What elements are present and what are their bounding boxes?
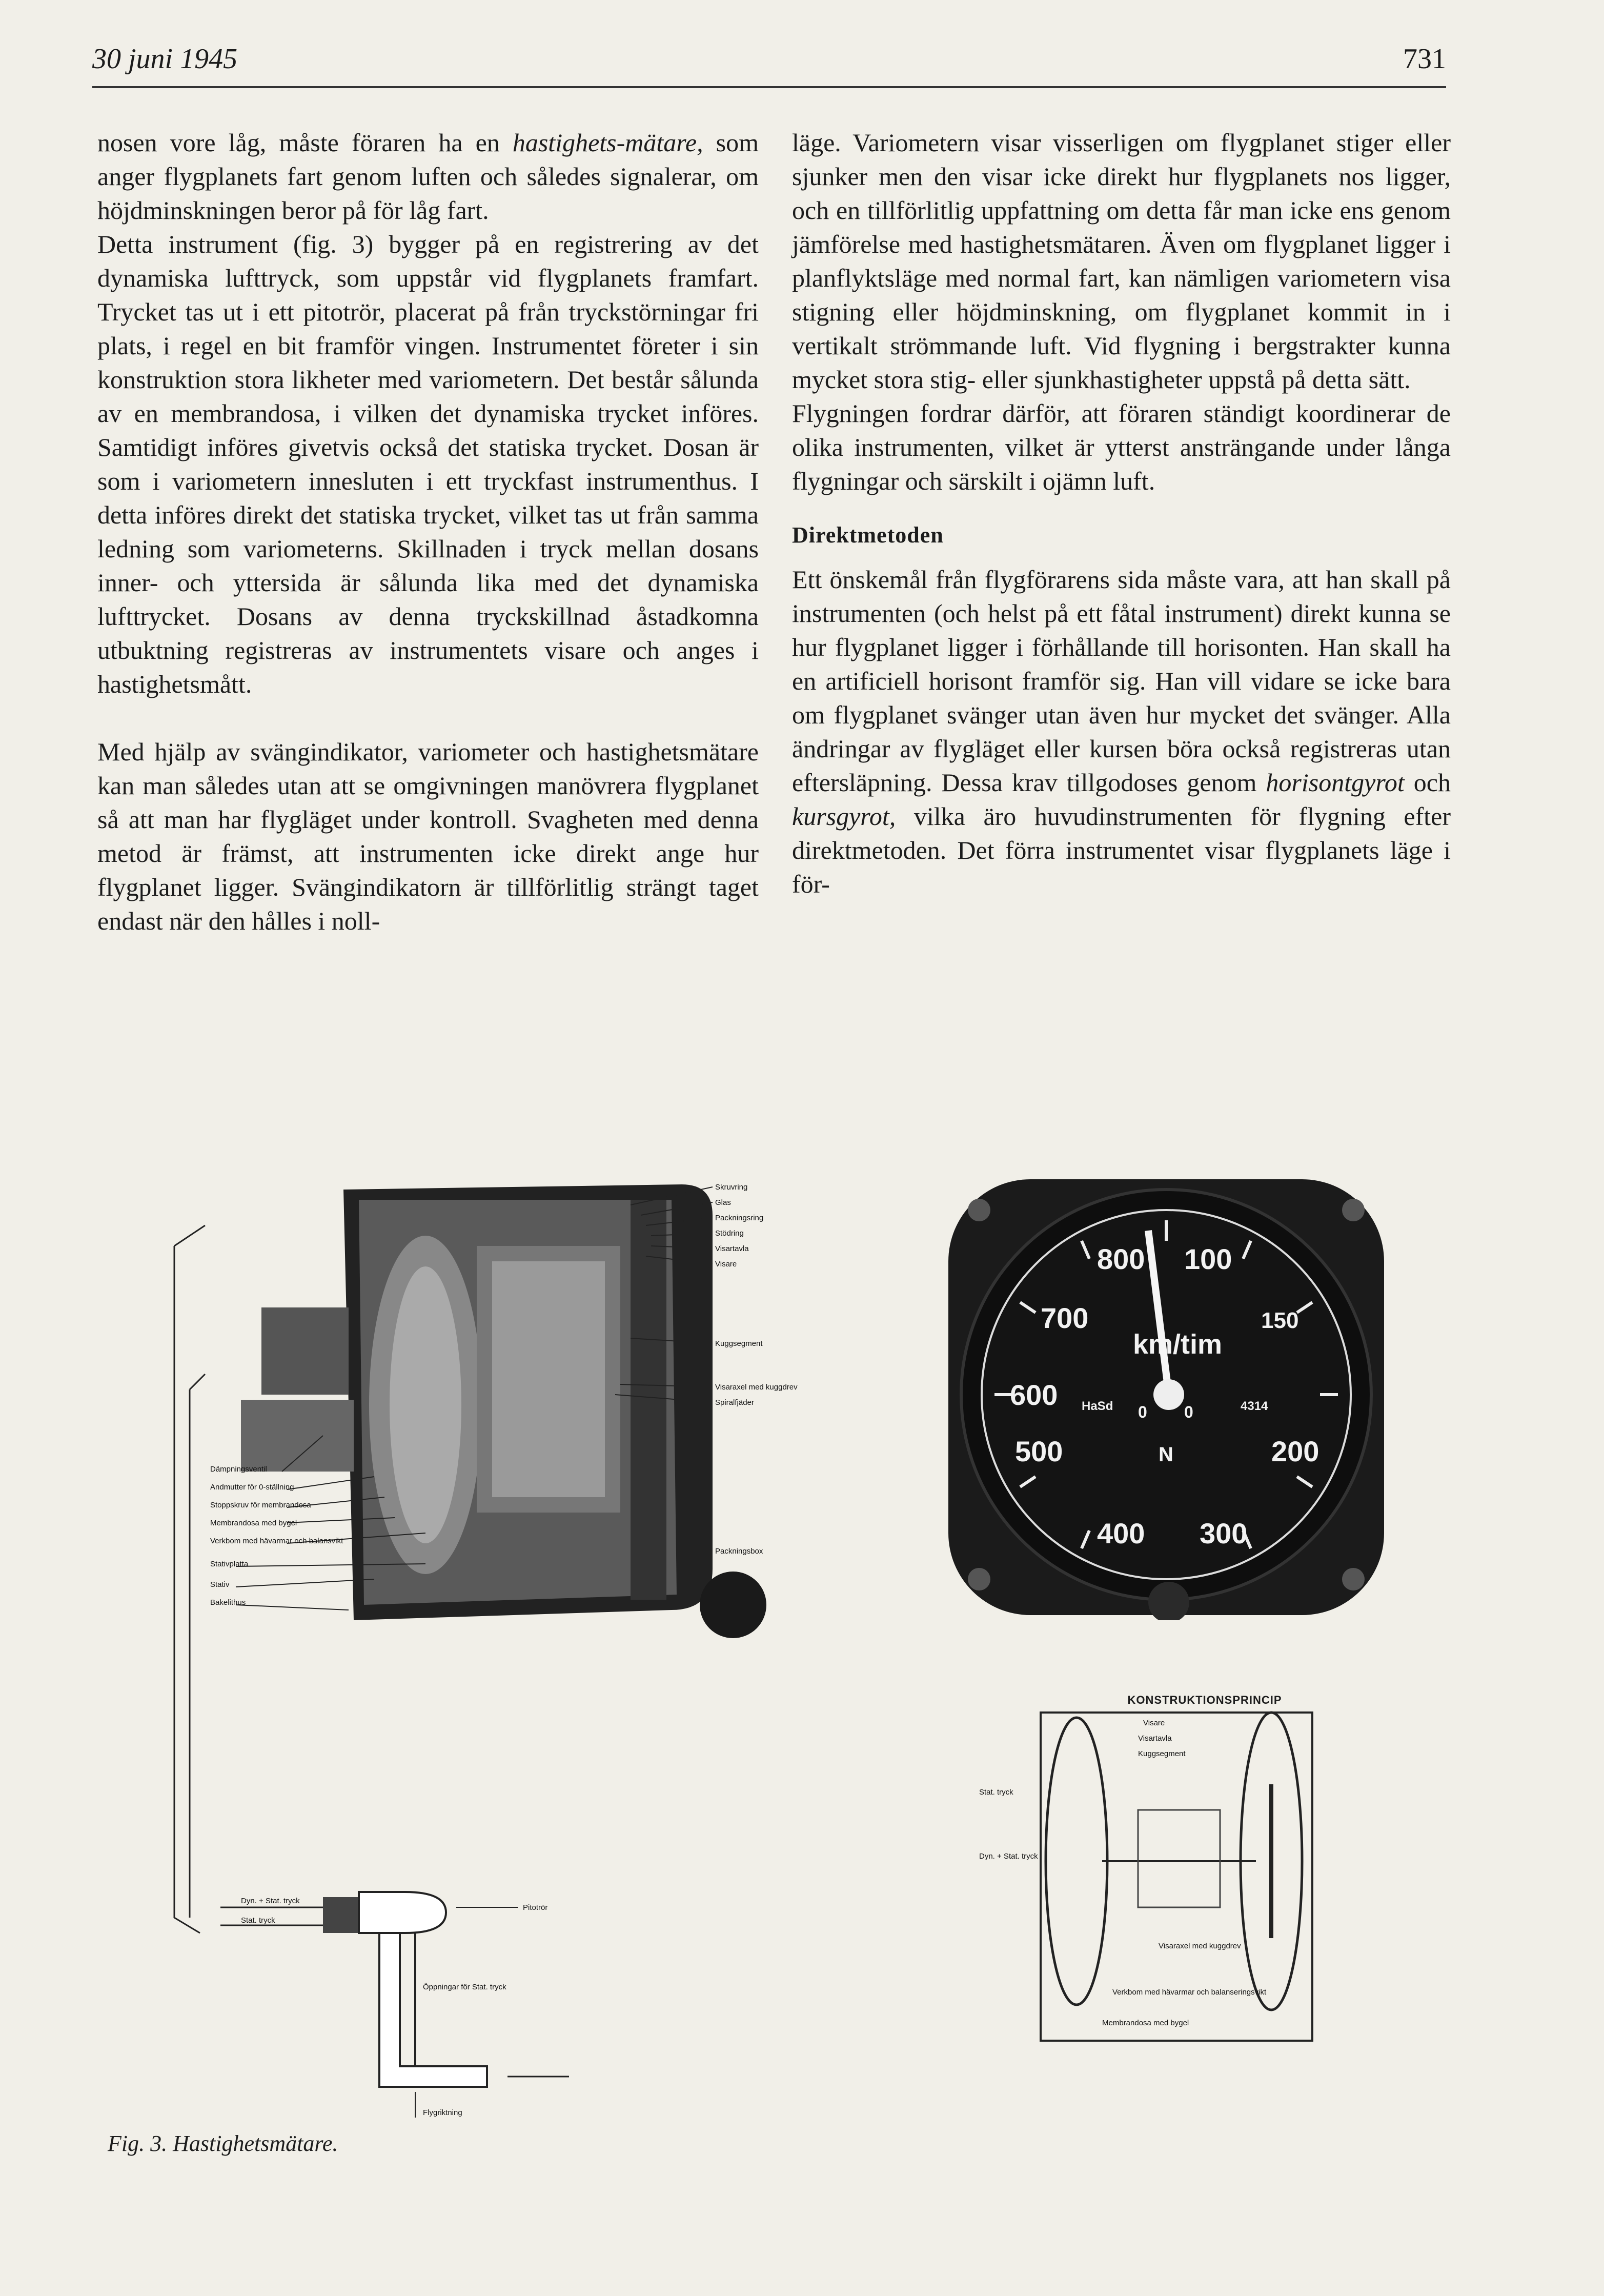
page-header <box>92 33 1446 85</box>
label: Verkbom med hävarmar och balansvikt <box>210 1537 343 1545</box>
mechanism-frame <box>492 1261 605 1497</box>
paragraph: Med hjälp av svängindikator, variometer och hastighetsmätare kan man således utan att se omgivningen manövrera flygplanet så att man har flygläget under kontroll. Svagheten med denna metod är främst, att instrumenten icke direkt ange hur flygplanet ligger. Svängindikatorn är tillförlitlig strängt taget endast när den hålles i noll- <box>97 737 759 935</box>
paragraph <box>97 126 759 227</box>
maker-label: HaSd <box>1082 1399 1113 1413</box>
label: Andmutter för 0-ställning <box>210 1483 294 1492</box>
tick-500: 500 <box>1015 1435 1063 1467</box>
text: som anger flygplanets fart genom luften och således signalerar, om höjdminskningen beror på för låg fart. <box>97 128 759 225</box>
tick-400: 400 <box>1097 1517 1145 1549</box>
mechanism <box>1138 1810 1220 1907</box>
mount-screw <box>968 1568 990 1590</box>
serial-label: 4314 <box>1241 1399 1268 1413</box>
label: Packningsbox <box>715 1547 763 1556</box>
paragraph: Flygningen fordrar därför, att föraren ständigt koordinerar de olika instrumenten, vilket är ytterst ansträngande under långa flygningar och särskilt i ojämn luft. <box>792 399 1451 495</box>
mount-screw <box>1342 1568 1365 1590</box>
principle-title: KONSTRUKTIONSPRINCIP <box>1127 1694 1282 1706</box>
label: Stat. tryck <box>979 1788 1013 1797</box>
flow-arrows <box>174 1272 190 1846</box>
membrane <box>1046 1718 1107 2005</box>
label: Visare <box>715 1260 737 1268</box>
connector-top <box>261 1307 349 1395</box>
text: vilka äro huvudinstrumenten för flygning efter direktmetoden. Det förra instrumentet visar flygplanets läge i för- <box>792 802 1451 898</box>
tick-200: 200 <box>1271 1435 1319 1467</box>
label: Stativplatta <box>210 1560 249 1568</box>
label: Glas <box>715 1198 731 1207</box>
label: Dämpningsventil <box>210 1465 267 1474</box>
right-column <box>792 126 1451 901</box>
dyn-stat-label: Dyn. + Stat. tryck <box>241 1897 300 1905</box>
membrane-capsule-inner <box>390 1266 461 1543</box>
paragraph: läge. Variometern visar visserligen om flygplanet stiger eller sjunker men den visar icke direkt hur flygplanets nos ligger, och en tillförlitlig uppfattning om detta får man icke ens genom jämförelse med hastighetsmätaren. Även om flygplanet ligger i planflyktsläge med normal fart, kan nämligen variometern visa stigning eller höjdminskning, om flygplanet kommit in i vertikalt strömmande luft. Vid flygning i bergstrakter kunna mycket stora stig- eller sjunkhastigheter uppstå på detta sätt. <box>792 128 1451 394</box>
label: Verkbom med hävarmar och balanseringsvikt <box>1112 1988 1267 1997</box>
pitot-tube <box>220 1892 569 2118</box>
section-heading: Direktmetoden <box>792 522 944 548</box>
label: Visartavla <box>1138 1734 1172 1743</box>
labels-left <box>210 1465 343 1607</box>
emphasis: horisontgyrot <box>1266 768 1405 797</box>
mount-screw <box>1342 1199 1365 1221</box>
label: Stativ <box>210 1580 230 1589</box>
paragraph <box>792 562 1451 901</box>
zero-mark: 0 <box>1184 1403 1193 1421</box>
label: Skruvring <box>715 1183 748 1192</box>
label: Bakelithus <box>210 1598 246 1607</box>
left-column <box>97 126 759 938</box>
spacer <box>97 701 759 735</box>
text: nosen vore låg, måste föraren ha en <box>97 128 513 157</box>
tick-600: 600 <box>1010 1379 1058 1411</box>
label: Kuggsegment <box>715 1339 763 1348</box>
text: och <box>1404 768 1451 797</box>
connector-bottom <box>241 1400 354 1472</box>
page-number: 731 <box>1403 43 1446 75</box>
label: Spiralfjäder <box>715 1398 754 1407</box>
tick-300: 300 <box>1200 1517 1248 1549</box>
tick-150: 150 <box>1261 1308 1299 1333</box>
label: Visaraxel med kuggdrev <box>1159 1942 1241 1950</box>
label: Visaraxel med kuggdrev <box>715 1383 798 1392</box>
mark-label: N <box>1159 1443 1173 1466</box>
flight-direction-label: Flygriktning <box>423 2108 462 2117</box>
paragraph: Detta instrument (fig. 3) bygger på en registrering av det dynamiska lufttryck, som uppstår vid flygplanets framfart. Trycket tas ut i ett pitotrör, placerat på från tryckstörningar fri plats, i regel en bit framför vingen. Instrumentet företer i sin konstruktion stora likheter med variometern. Det består sålunda av en membrandosa, i vilken det dynamiska trycket införes. Samtidigt införes givetvis också det statiska trycket. Dosan är som i variometern innesluten i ett tryckfast instrumenthus. I detta införes direkt det statiska trycket, vilket tas ut från samma ledning som variometerns. Skillnaden i tryck mellan dosans inner- och yttersida är sålunda lika med det dynamiska lufttrycket. Dosans av denna tryckskillnad åstadkomna utbuktning registreras av instrumentets visare och anges i hastighetsmått. <box>97 230 759 698</box>
emphasis: hastighets-mätare, <box>512 128 703 157</box>
header-rule <box>92 86 1446 88</box>
figure-caption: Fig. 3. Hastighetsmätare. <box>108 2131 338 2156</box>
stat-label: Stat. tryck <box>241 1916 275 1925</box>
label: Packningsring <box>715 1214 764 1222</box>
pitot-label: Pitotrör <box>523 1903 548 1912</box>
tick-700: 700 <box>1041 1302 1089 1334</box>
labels-right <box>715 1183 798 1556</box>
mount-screw <box>968 1199 990 1221</box>
emphasis: kursgyrot, <box>792 802 896 831</box>
label: Membrandosa med bygel <box>1102 2019 1189 2027</box>
tick-100: 100 <box>1184 1243 1232 1275</box>
label: Stödring <box>715 1229 744 1238</box>
label: Visare <box>1143 1719 1165 1727</box>
header-date: 30 juni 1945 <box>92 43 238 75</box>
label: Dyn. + Stat. tryck <box>979 1852 1038 1861</box>
label: Visartavla <box>715 1244 749 1253</box>
dial-glass <box>631 1200 666 1600</box>
tick-800: 800 <box>1097 1243 1145 1275</box>
label: Membrandosa med bygel <box>210 1519 297 1527</box>
label: Stoppskruv för membrandosa <box>210 1501 311 1509</box>
label: Kuggsegment <box>1138 1749 1186 1758</box>
adjustment-knob <box>700 1572 766 1638</box>
instrument-cutaway-figure <box>169 1169 851 2118</box>
openings-label: Öppningar för Stat. tryck <box>423 1983 506 1991</box>
zero-mark: 0 <box>1138 1403 1147 1421</box>
unit-label: km/tim <box>1133 1329 1223 1360</box>
principle-labels <box>979 1719 1267 2027</box>
construction-principle-figure <box>969 1692 1389 2061</box>
text: Ett önskemål från flygförarens sida måste vara, att han skall på instrumenten (och helst på ett fåtal instrument) direkt kunna se hur flygplanet ligger i förhållande till horisonten. Han skall ha en artificiell horisont framför sig. Han vill vidare se icke bara om flygplanet svänger utan även hur mycket det svänger. Alla ändringar av flygläget eller kursen böra också registreras utan eftersläpning. Dessa krav tillgodoses genom <box>792 565 1451 797</box>
needle-hub <box>1153 1379 1184 1410</box>
airspeed-gauge-figure <box>943 1174 1389 1620</box>
